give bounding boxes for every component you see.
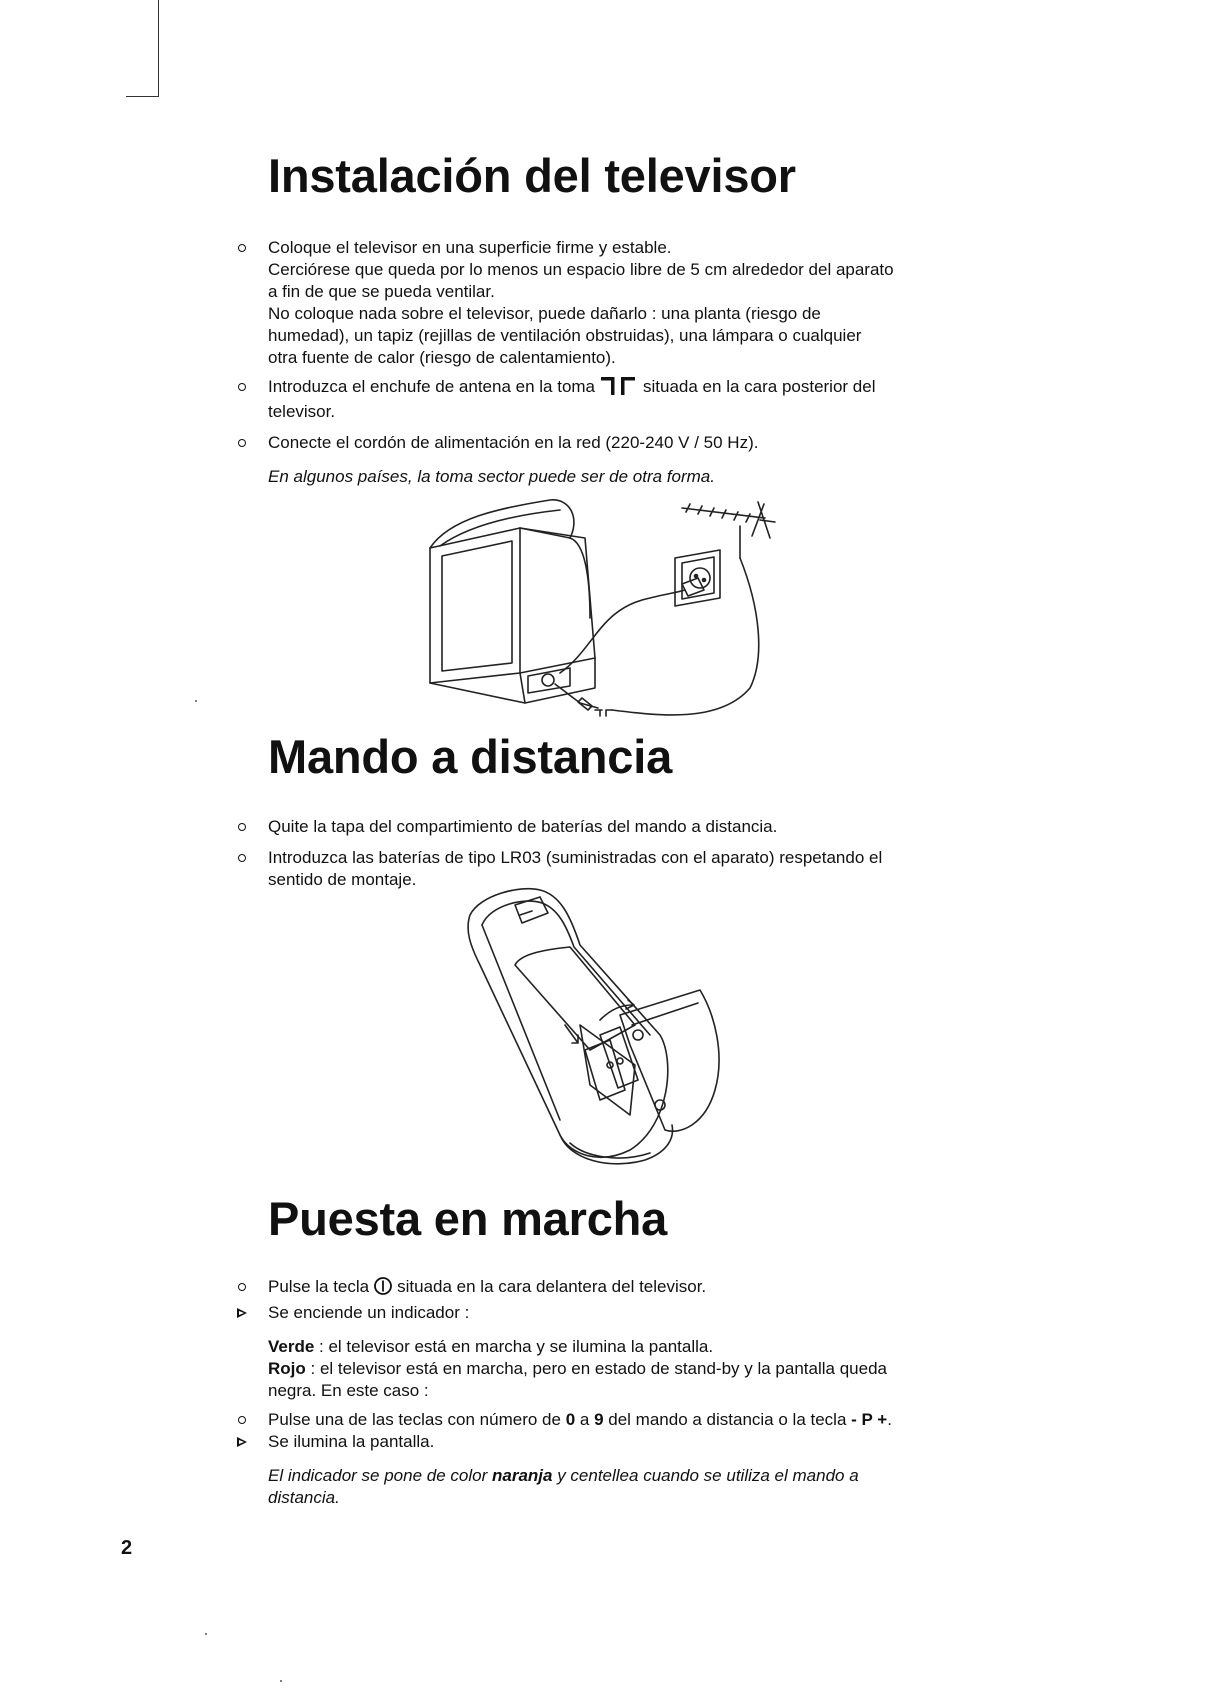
- section-title-remote: Mando a distancia: [268, 730, 673, 783]
- circle-bullet-icon: [236, 1409, 256, 1431]
- remote-list: [236, 816, 976, 891]
- list-item-line: sentido de montaje.: [268, 870, 417, 889]
- list-item: [236, 1302, 996, 1324]
- circle-bullet-icon: [236, 432, 256, 454]
- list-item: [236, 432, 976, 454]
- list-item-line: Coloque el televisor en una superficie firme y estable.: [268, 238, 672, 257]
- list-item-line: [268, 1409, 996, 1431]
- indicator-red-line: [268, 1358, 996, 1380]
- indicator-green-line: [268, 1336, 996, 1358]
- step2-text: Pulse una de las teclas con número de: [268, 1410, 566, 1429]
- startup-list: [236, 1276, 996, 1509]
- key-0: 0: [565, 1410, 576, 1429]
- note-text: y centellea cuando se utiliza el mando a: [552, 1466, 859, 1485]
- scan-speck: [195, 700, 197, 702]
- note-line: [268, 1465, 996, 1487]
- step2-text: .: [887, 1410, 892, 1429]
- crop-mark: [126, 0, 159, 97]
- power-text-after: situada en la cara delantera del televisor.: [397, 1277, 707, 1296]
- list-item: [236, 376, 976, 423]
- circle-bullet-icon: [236, 1276, 256, 1298]
- circle-bullet-icon: [236, 816, 256, 838]
- note-text: El indicador se pone de color: [268, 1466, 492, 1485]
- step2-text: del mando a distancia o la tecla: [603, 1410, 852, 1429]
- list-item: [236, 1409, 996, 1431]
- circle-bullet-icon: [236, 376, 256, 398]
- remote-battery-illustration: [460, 885, 730, 1170]
- triangle-bullet-icon: [236, 1431, 256, 1454]
- antenna-socket-icon: [601, 377, 637, 401]
- list-item: [236, 816, 976, 838]
- note-line: distancia.: [268, 1488, 340, 1507]
- list-item-line: Se ilumina la pantalla.: [268, 1432, 435, 1451]
- list-item-line: [268, 1276, 996, 1302]
- list-item-line: Cerciórese que queda por lo menos un espacio libre de 5 cm alrededor del aparato: [268, 260, 894, 279]
- triangle-bullet-icon: [236, 1302, 256, 1325]
- installation-note: En algunos países, la toma sector puede ser de otra forma.: [268, 467, 715, 486]
- list-item-line: [268, 376, 976, 401]
- list-item-line: a fin de que se pueda ventilar.: [268, 282, 495, 301]
- key-9: 9: [594, 1410, 604, 1429]
- circle-bullet-icon: [236, 237, 256, 259]
- list-item: [236, 1431, 996, 1453]
- power-button-icon: [373, 1276, 393, 1302]
- green-label: Verde: [268, 1337, 315, 1356]
- list-item: [236, 1336, 996, 1402]
- list-item: [236, 237, 976, 369]
- circle-bullet-icon: [236, 847, 256, 869]
- list-item-line: humedad), un tapiz (rejillas de ventilación obstruidas), una lámpara o cualquier: [268, 326, 862, 345]
- power-text-before: Pulse la tecla: [268, 1277, 370, 1296]
- red-text: : el televisor está en marcha, pero en estado de stand-by y la pantalla queda: [305, 1359, 887, 1378]
- scan-speck: [280, 1680, 282, 1682]
- list-item-line: otra fuente de calor (riesgo de calentamiento).: [268, 348, 616, 367]
- step2-text: a: [575, 1410, 595, 1429]
- list-item-line: Conecte el cordón de alimentación en la red (220-240 V / 50 Hz).: [268, 433, 759, 452]
- installation-list: [236, 237, 976, 454]
- section-title-installation: Instalación del televisor: [268, 149, 796, 202]
- antenna-text-before: Introduzca el enchufe de antena en la toma: [268, 377, 596, 396]
- list-item-line: Introduzca las baterías de tipo LR03 (suministradas con el aparato) respetando el: [268, 848, 883, 867]
- green-text: : el televisor está en marcha y se ilumina la pantalla.: [314, 1337, 714, 1356]
- list-item: [236, 1276, 996, 1302]
- scan-speck: [205, 1633, 207, 1635]
- key-p: - P +: [851, 1410, 888, 1429]
- list-item-line: Se enciende un indicador :: [268, 1303, 470, 1322]
- red-label: Rojo: [268, 1359, 306, 1378]
- list-item-line: No coloque nada sobre el televisor, puede dañarlo : una planta (riesgo de: [268, 304, 821, 323]
- tv-antenna-connection-illustration: [420, 498, 840, 723]
- page-number: 2: [121, 1537, 133, 1559]
- list-item-line: negra. En este caso :: [268, 1381, 429, 1400]
- antenna-text-after: situada en la cara posterior del: [643, 377, 876, 396]
- list-item-line: televisor.: [268, 402, 336, 421]
- startup-note: [236, 1465, 996, 1509]
- note-bold: naranja: [491, 1466, 553, 1485]
- list-item-line: Quite la tapa del compartimiento de baterías del mando a distancia.: [268, 817, 778, 836]
- section-title-startup: Puesta en marcha: [268, 1192, 668, 1245]
